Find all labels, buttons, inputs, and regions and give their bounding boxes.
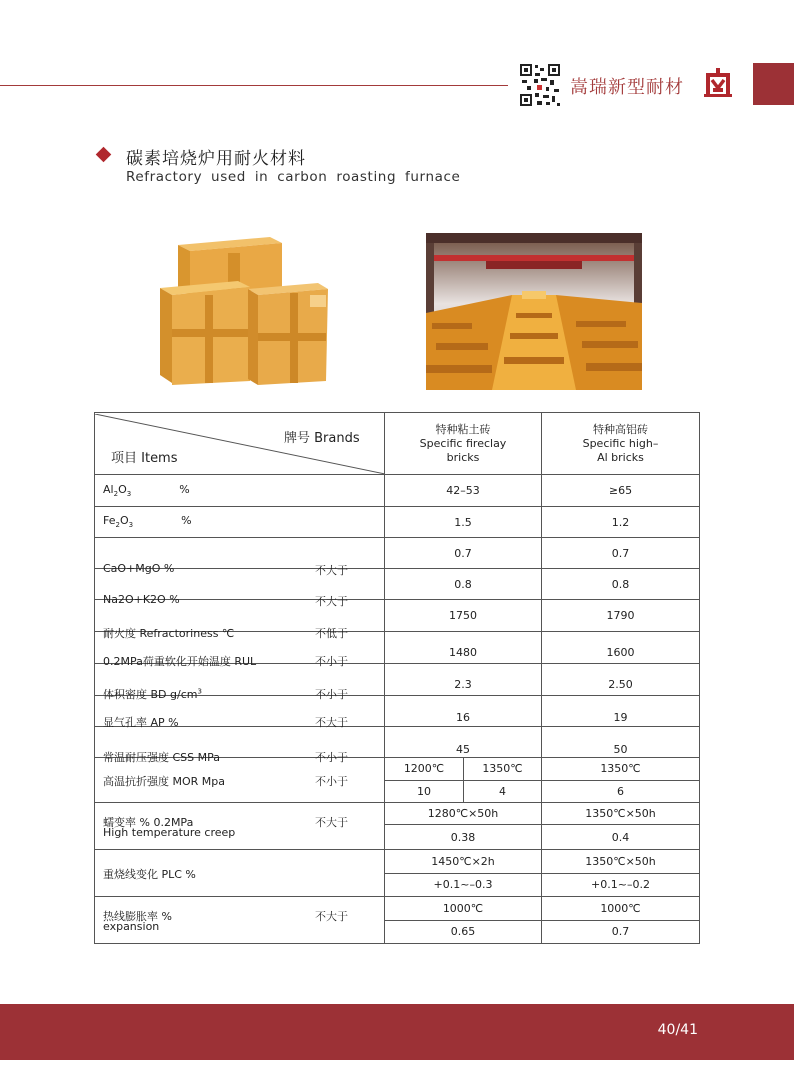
row-name: 耐火度 Refractoriness ℃: [103, 626, 235, 640]
cell-fireclay-cond: 1450℃×2h: [385, 850, 542, 874]
header-brands: 牌号 Brands: [284, 430, 360, 446]
cell-high-al-cond: 1350℃×50h: [542, 803, 700, 825]
cell-fireclay: +0.1~–0.3: [385, 873, 542, 897]
cell-high-al-cond: 1000℃: [542, 897, 700, 921]
bricks-photo: [150, 233, 330, 393]
table-row: [95, 727, 700, 758]
header-high-al-cn: 特种高铝砖: [593, 422, 648, 436]
brand-logo-icon: [704, 68, 732, 98]
row-label: 体积密度 BD $g/cm^3$ 不小于: [95, 664, 385, 696]
row-name-en: High temperature creep: [103, 826, 236, 839]
row-qualifier: 不大于: [315, 716, 348, 729]
table-row: [95, 850, 700, 874]
row-qualifier: 不低于: [315, 626, 348, 640]
row-qualifier: 不大于: [315, 816, 348, 829]
cell-fireclay-cond: 1280℃×50h: [385, 803, 542, 825]
section-title-cn: 碳素培烧炉用耐火材料: [126, 149, 306, 169]
row-name: Na2O+K2O %: [103, 593, 180, 606]
spec-table: [94, 412, 700, 944]
row-name: CaO+MgO %: [103, 562, 175, 575]
row-name: 体积密度 BD g/cm: [103, 687, 198, 701]
row-unit: %: [179, 482, 190, 496]
brand-name: 嵩瑞新型耐材: [570, 77, 684, 98]
cell-high-al-cond: 1350℃×50h: [542, 850, 700, 874]
header-fireclay: [385, 413, 542, 475]
row-qualifier: 不小于: [315, 687, 348, 701]
header-items: 项目 Items: [111, 450, 178, 466]
header-fireclay-en1: Specific fireclay: [419, 436, 507, 450]
qr-code-icon: [519, 63, 561, 107]
header-rule: [0, 85, 508, 86]
cell-high-al: 0.4: [542, 825, 700, 850]
row-name: 常温耐压强度 CSS MPa: [103, 751, 221, 764]
row-label: $Al_2O_3$ %: [95, 475, 385, 507]
table-row: [95, 475, 700, 507]
cell-high-al: 6: [542, 780, 700, 803]
table-row: [95, 897, 700, 921]
cell-high-al: 1.2: [542, 507, 700, 538]
cell-high-al: 50: [542, 727, 700, 758]
cell-fireclay: 16: [385, 696, 542, 727]
cell-fireclay: 1480: [385, 632, 542, 664]
cell-high-al-temp: 1350℃: [542, 758, 700, 781]
cell-high-al: 0.7: [542, 920, 700, 944]
cell-fireclay: 42–53: [385, 475, 542, 507]
table-row: [95, 803, 700, 825]
cell-fireclay: 0.65: [385, 920, 542, 944]
row-name: 重烧线变化 PLC %: [103, 868, 196, 881]
cell-fireclay-val1: 10: [385, 780, 464, 803]
corner-tab: [753, 63, 794, 105]
row-name: 热线膨胀率 %: [103, 910, 172, 923]
row-label: [95, 758, 385, 803]
row-name: 显气孔率 AP %: [103, 716, 179, 729]
header-fireclay-cn: 特种粘土砖: [435, 422, 491, 436]
page-number: 40/41: [657, 1022, 698, 1038]
row-name: 高温抗折强度 MOR Mpa: [103, 775, 225, 788]
table-row: [95, 507, 700, 538]
bullet-diamond-icon: [96, 147, 112, 163]
cell-high-al: 19: [542, 696, 700, 727]
header-diagonal-cell: [95, 413, 385, 475]
row-label: [95, 727, 385, 764]
furnace-workshop-photo: [426, 233, 642, 390]
cell-fireclay-temp1: 1200℃: [385, 758, 464, 781]
cell-high-al: ≥65: [542, 475, 700, 507]
cell-fireclay: 0.8: [385, 569, 542, 600]
cell-fireclay: 1750: [385, 600, 542, 632]
cell-fireclay: 1.5: [385, 507, 542, 538]
table-row: [95, 758, 700, 781]
row-label: [95, 850, 385, 897]
header-high-al: [542, 413, 700, 475]
cell-fireclay-temp2: 1350℃: [464, 758, 542, 781]
cell-high-al: 1790: [542, 600, 700, 632]
row-unit: %: [181, 514, 192, 528]
header-fireclay-en2: bricks: [446, 450, 480, 464]
cell-fireclay: 0.7: [385, 538, 542, 569]
header-high-al-en1: Specific high–: [582, 436, 659, 450]
row-name: 蠕变率 % 0.2MPa: [103, 816, 194, 829]
cell-high-al: 1600: [542, 632, 700, 664]
table-row: [95, 569, 700, 600]
row-qualifier: 不小于: [315, 654, 348, 668]
cell-fireclay: 0.38: [385, 825, 542, 850]
row-name: 0.2MPa荷重软化开始温度 RUL: [103, 654, 257, 668]
section-title-en: Refractory used in carbon roasting furnace: [126, 169, 461, 185]
table-row: [95, 600, 700, 632]
cell-high-al: 0.7: [542, 538, 700, 569]
cell-fireclay: 2.3: [385, 664, 542, 696]
row-qualifier: 不小于: [315, 751, 348, 764]
table-row: [95, 538, 700, 569]
cell-high-al: 0.8: [542, 569, 700, 600]
row-qualifier: 不大于: [315, 910, 348, 923]
table-header-row: [95, 413, 700, 475]
row-qualifier: 不大于: [315, 564, 348, 577]
row-qualifier: 不小于: [315, 775, 348, 788]
row-qualifier: 不大于: [315, 595, 348, 608]
row-name-en: expansion: [103, 920, 160, 933]
cell-fireclay: 45: [385, 727, 542, 758]
header-high-al-en2: Al bricks: [597, 450, 644, 464]
row-label: [95, 803, 385, 850]
row-label: $Fe_2O_3$ %: [95, 507, 385, 538]
cell-high-al: +0.1~–0.2: [542, 873, 700, 897]
cell-high-al: 2.50: [542, 664, 700, 696]
cell-fireclay-val2: 4: [464, 780, 542, 803]
row-label: [95, 897, 385, 944]
row-label: [95, 538, 385, 577]
cell-fireclay-cond: 1000℃: [385, 897, 542, 921]
